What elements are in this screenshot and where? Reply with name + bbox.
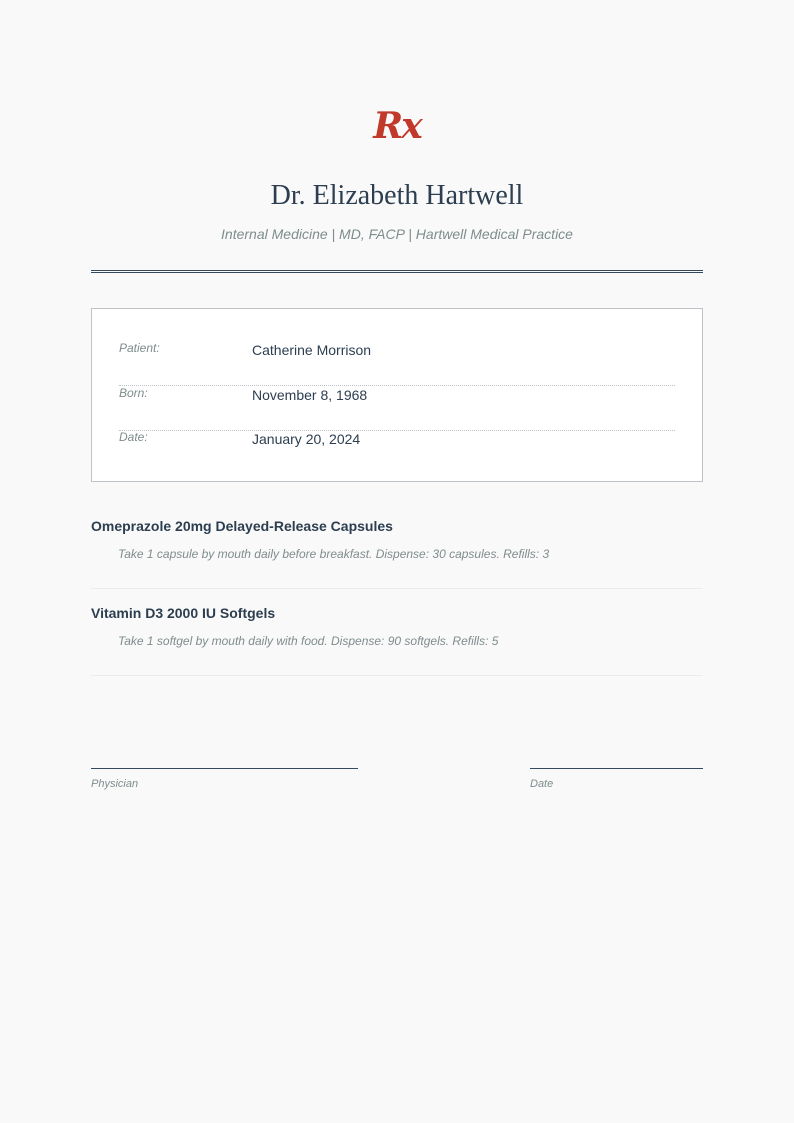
doctor-credentials: Internal Medicine | MD, FACP | Hartwell Medical Practice [221, 226, 573, 242]
date-signature-line [530, 768, 703, 769]
patient-info-box [91, 308, 703, 482]
header-divider [91, 270, 703, 273]
medication-instructions: Take 1 softgel by mouth daily with food. Dispense: 90 softgels. Refills: 5 [118, 634, 499, 648]
physician-label: Physician [91, 778, 139, 790]
patient-label: Patient: [119, 341, 160, 355]
patient-row [119, 341, 675, 386]
medication-item [91, 605, 703, 676]
born-label: Born: [119, 386, 148, 400]
medication-name: Vitamin D3 2000 IU Softgels [91, 605, 276, 621]
physician-signature-line [91, 768, 358, 769]
date-label: Date: [119, 430, 148, 444]
birth-date: November 8, 1968 [252, 387, 368, 403]
prescription-date: January 20, 2024 [252, 431, 361, 447]
medication-item [91, 518, 703, 589]
date-signature-label: Date [530, 778, 554, 790]
born-row [119, 386, 675, 431]
rx-symbol: Rx [373, 105, 421, 147]
patient-name: Catherine Morrison [252, 342, 372, 358]
doctor-name: Dr. Elizabeth Hartwell [270, 180, 524, 211]
date-row [119, 430, 675, 474]
medication-instructions: Take 1 capsule by mouth daily before breakfast. Dispense: 30 capsules. Refills: 3 [118, 547, 550, 561]
medication-name: Omeprazole 20mg Delayed-Release Capsules [91, 518, 393, 534]
